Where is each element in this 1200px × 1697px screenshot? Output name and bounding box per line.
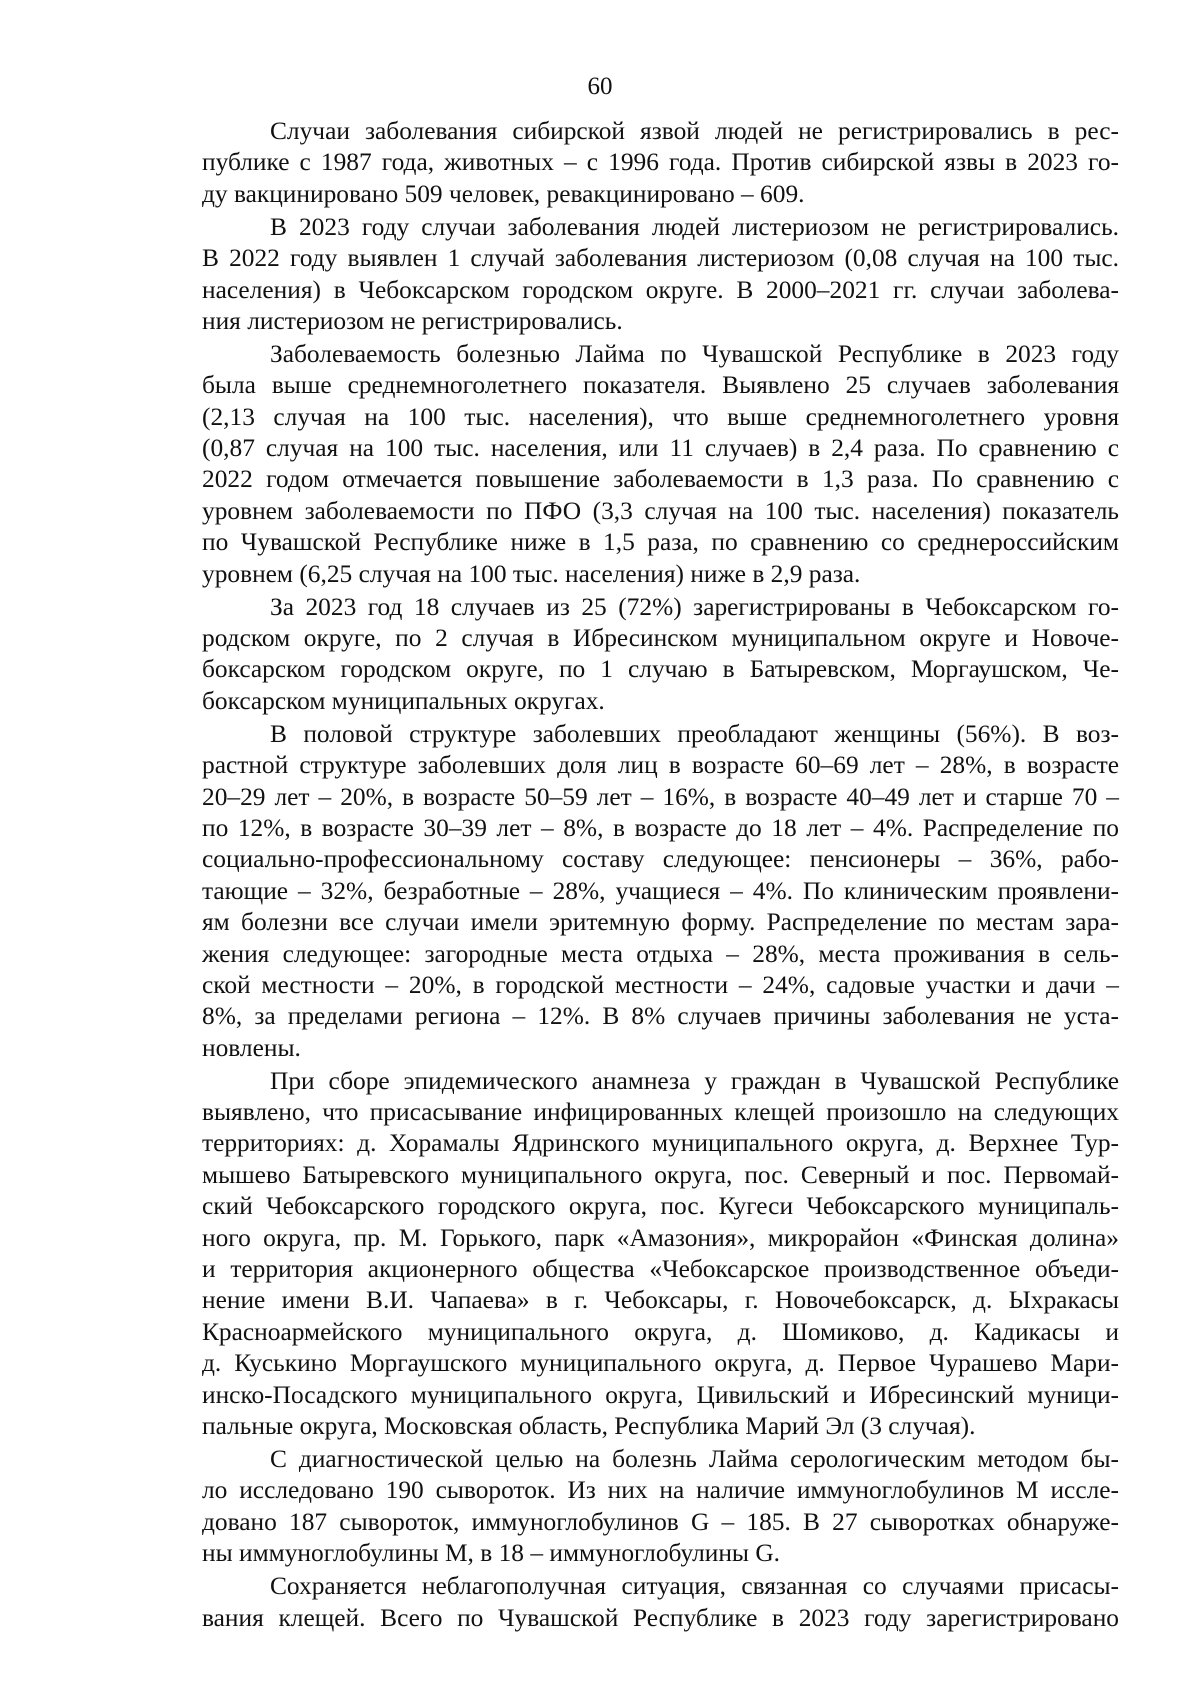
text-line: Случаи заболевания сибирской язвой людей не регистрировались в рес- [270,117,1119,145]
text-line: новлены. [202,1033,301,1062]
body-text [202,116,1119,1634]
text-line: В 2022 году выявлен 1 случай заболевания листериозом (0,08 случая на 100 тыс. [202,244,1119,273]
text-line: территориях: д. Хорамалы Ядринского муниципального округа, д. Верхнее Тур- [202,1129,1119,1158]
text-line: нение имени В.И. Чапаева» в г. Чебоксары, г. Новочебоксарск, д. Ыхракасы [202,1286,1119,1315]
text-line: 8%, за пределами региона – 12%. В 8% случаев причины заболевания не уста- [202,1002,1119,1031]
text-line: уровнем заболеваемости по ПФО (3,3 случая на 100 тыс. населения) показатель [202,496,1119,525]
paragraph [202,1444,1119,1570]
text-line: довано 187 сывороток, иммуноглобулинов G – 185. В 27 сыворотках обнаруже- [202,1507,1119,1536]
text-line: При сборе эпидемического анамнеза у граждан в Чувашской Республике [270,1066,1119,1095]
text-line: ло исследовано 190 сывороток. Из них на наличие иммуноглобулинов М иссле- [202,1476,1119,1505]
paragraph [202,592,1119,718]
text-line: публике с 1987 года, животных – с 1996 года. Против сибирской язвы в 2023 го- [202,148,1119,177]
text-line: и территория акционерного общества «Чебоксарское производственное объеди- [202,1255,1119,1284]
paragraph [202,116,1119,210]
text-line: С диагностической целью на болезнь Лайма серологическим методом бы- [270,1444,1119,1473]
text-line: мышево Батыревского муниципального округа, пос. Северный и пос. Первомай- [202,1160,1119,1189]
text-line: по 12%, в возрасте 30–39 лет – 8%, в возрасте до 18 лет – 4%. Распределение по [202,813,1119,842]
text-line: была выше среднемноголетнего показателя. Выявлено 25 случаев заболевания [202,371,1119,400]
paragraph [202,1066,1119,1443]
text-line: Сохраняется неблагополучная ситуация, связанная со случаями присасы- [270,1572,1119,1601]
paragraph [202,1571,1119,1634]
text-line: ский Чебоксарского городского округа, пос. Кугеси Чебоксарского муниципаль- [202,1192,1119,1221]
text-line: ям болезни все случаи имели эритемную форму. Распределение по местам зара- [202,908,1119,937]
paragraph [202,212,1119,338]
text-line: Красноармейского муниципального округа, д. Шомиково, д. Кадикасы и [202,1317,1119,1346]
text-line: В 2023 году случаи заболевания людей листериозом не регистрировались. [270,212,1119,241]
text-line: (0,87 случая на 100 тыс. населения, или 11 случаев) в 2,4 раза. По сравнению с [202,434,1119,463]
paragraph [202,339,1119,590]
text-line: социально-профессиональному составу следующее: пенсионеры – 36%, рабо- [202,845,1119,874]
text-line: жения следующее: загородные места отдыха – 28%, места проживания в сель- [202,939,1119,968]
text-line: 2022 годом отмечается повышение заболеваемости в 1,3 раза. По сравнению с [202,465,1119,494]
page-number: 60 [587,73,613,100]
text-line: ны иммуноглобулины М, в 18 – иммуноглобулины G. [202,1539,781,1568]
paragraph [202,719,1119,1064]
text-line: 20–29 лет – 20%, в возрасте 50–59 лет – 16%, в возрасте 40–49 лет и старше 70 – [202,782,1119,811]
text-line: д. Куськино Моргаушского муниципального округа, д. Первое Чурашево Мари- [202,1349,1119,1378]
text-line: Заболеваемость болезнью Лайма по Чувашской Республике в 2023 году [270,339,1119,368]
text-line: выявлено, что присасывание инфицированных клещей произошло на следующих [202,1098,1119,1127]
text-line: боксарском городском округе, по 1 случаю в Батыревском, Моргаушском, Че- [202,655,1119,684]
text-line: боксарском муниципальных округах. [202,686,605,715]
text-line: инско-Посадского муниципального округа, Цивильский и Ибресинский муници- [202,1380,1119,1409]
text-line: уровнем (6,25 случая на 100 тыс. населения) ниже в 2,9 раза. [202,559,861,588]
text-line: населения) в Чебоксарском городском округе. В 2000–2021 гг. случаи заболева- [202,275,1119,304]
text-line: В половой структуре заболевших преобладают женщины (56%). В воз- [270,719,1119,748]
text-line: по Чувашской Республике ниже в 1,5 раза, по сравнению со среднероссийским [202,528,1119,557]
text-line: ской местности – 20%, в городской местности – 24%, садовые участки и дачи – [202,970,1119,999]
text-line: растной структуре заболевших доля лиц в возрасте 60–69 лет – 28%, в возрасте [202,751,1119,780]
text-line: За 2023 год 18 случаев из 25 (72%) зарегистрированы в Чебоксарском го- [270,592,1119,621]
text-line: ду вакцинировано 509 человек, ревакцинировано – 609. [202,179,805,208]
text-line: вания клещей. Всего по Чувашской Республике в 2023 году зарегистрировано [202,1603,1119,1632]
text-line: ния листериозом не регистрировались. [202,306,623,335]
text-line: пальные округа, Московская область, Республика Марий Эл (3 случая). [202,1411,976,1440]
text-line: ного округа, пр. М. Горького, парк «Амазония», микрорайон «Финская долина» [202,1223,1119,1252]
text-line: тающие – 32%, безработные – 28%, учащиеся – 4%. По клиническим проявлени- [202,876,1119,905]
text-line: (2,13 случая на 100 тыс. населения), что выше среднемноголетнего уровня [202,402,1119,431]
text-line: родском округе, по 2 случая в Ибресинском муниципальном округе и Новоче- [202,624,1119,653]
